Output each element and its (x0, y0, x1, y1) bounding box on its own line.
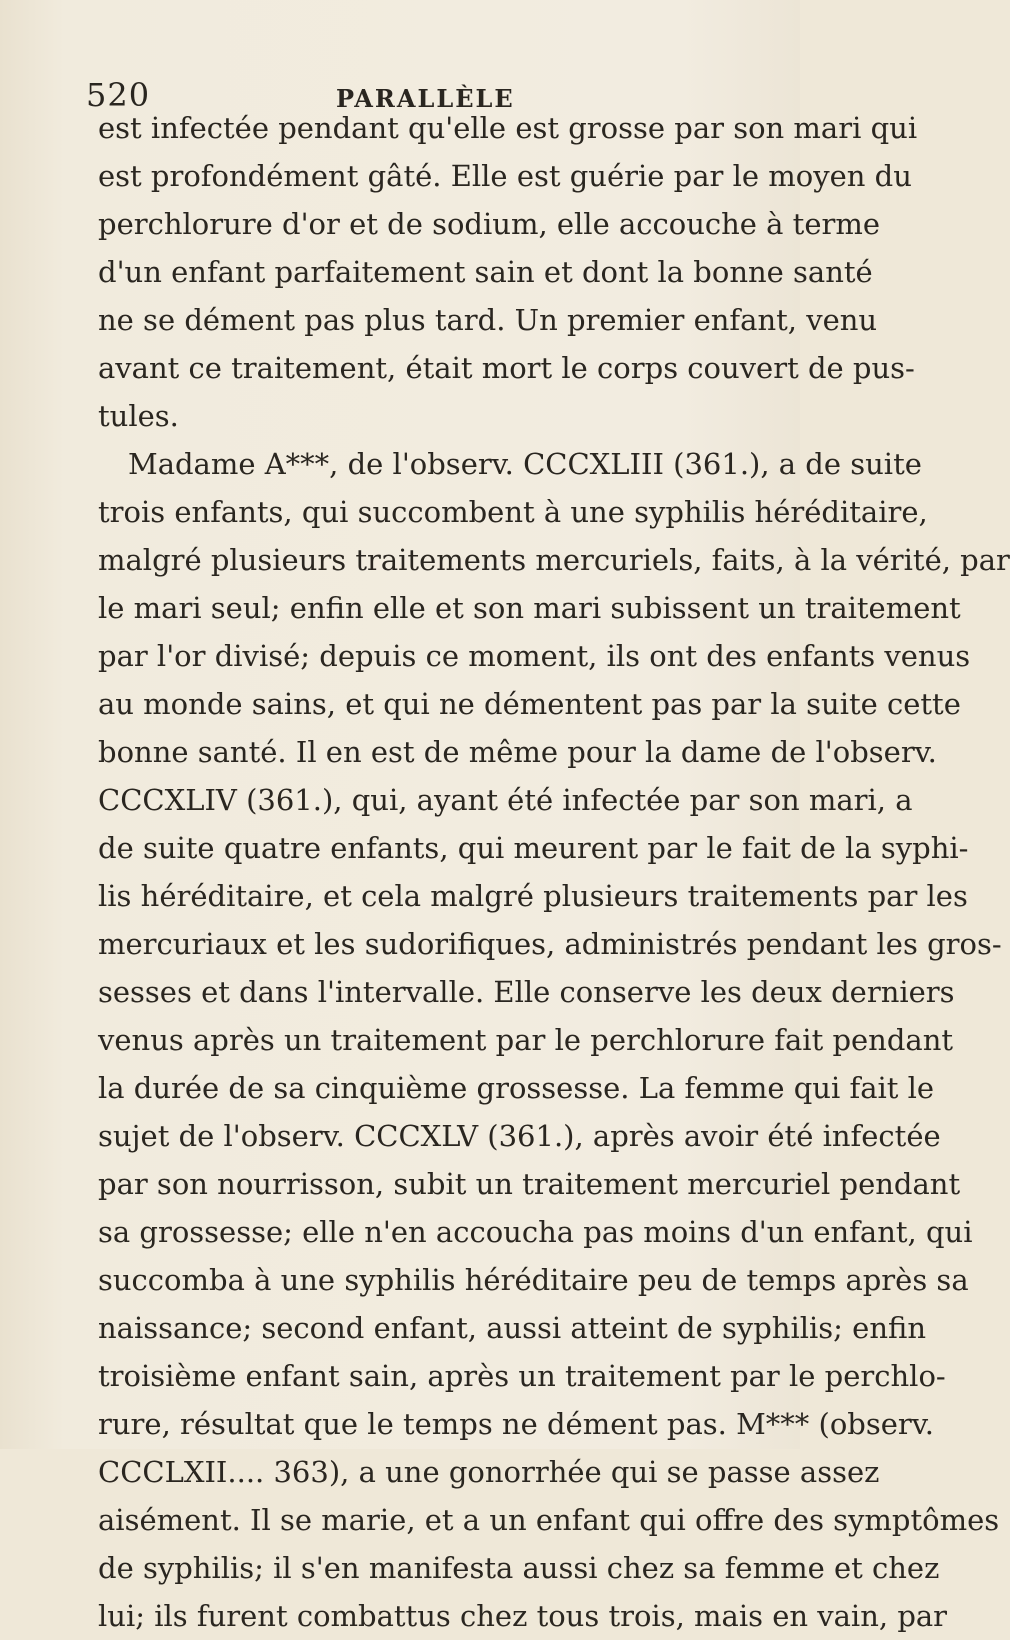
text-line: est infectée pendant qu'elle est grosse par son mari qui (98, 111, 918, 145)
text-line: est profondément gâté. Elle est guérie par le moyen du (98, 159, 912, 193)
text-line: aisément. Il se marie, et a un enfant qui offre des symptômes (98, 1503, 1000, 1537)
text-line: sesses et dans l'intervalle. Elle conserve les deux derniers (98, 975, 955, 1009)
text-line: troisième enfant sain, après un traitement par le perchlo- (98, 1359, 946, 1393)
text-line: d'un enfant parfaitement sain et dont la bonne santé (98, 255, 873, 289)
text-line: lui; ils furent combattus chez tous trois, mais en vain, par (98, 1599, 948, 1633)
text-line: par l'or divisé; depuis ce moment, ils ont des enfants venus (98, 639, 971, 673)
text-line: par son nourrisson, subit un traitement mercuriel pendant (98, 1167, 961, 1201)
text-line: CCCLXII.... 363), a une gonorrhée qui se passe assez (98, 1455, 880, 1489)
text-line: ne se dément pas plus tard. Un premier enfant, venu (98, 303, 878, 337)
text-line: rure, résultat que le temps ne dément pas. M*** (observ. (98, 1407, 934, 1441)
text-line: au monde sains, et qui ne démentent pas par la suite cette (98, 687, 961, 721)
text-line: le mari seul; enfin elle et son mari subissent un traitement (98, 591, 961, 625)
text-line: perchlorure d'or et de sodium, elle accouche à terme (98, 207, 881, 241)
paragraph-start-line: Madame A***, de l'observ. CCCXLIII (361.), a de suite (128, 447, 922, 481)
text-line: sa grossesse; elle n'en accoucha pas moins d'un enfant, qui (98, 1215, 973, 1249)
text-line: bonne santé. Il en est de même pour la dame de l'observ. (98, 735, 937, 769)
body-text (98, 104, 1010, 1640)
text-line: succomba à une syphilis héréditaire peu de temps après sa (98, 1263, 969, 1297)
text-line: mercuriaux et les sudorifiques, administrés pendant les gros- (98, 927, 1002, 961)
text-line: lis héréditaire, et cela malgré plusieurs traitements par les (98, 879, 968, 913)
text-line: naissance; second enfant, aussi atteint de syphilis; enfin (98, 1311, 927, 1345)
text-line: sujet de l'observ. CCCXLV (361.), après avoir été infectée (98, 1119, 941, 1153)
text-line: avant ce traitement, était mort le corps couvert de pus- (98, 351, 915, 385)
text-line: malgré plusieurs traitements mercuriels, faits, à la vérité, par (98, 543, 1010, 577)
text-line: de suite quatre enfants, qui meurent par le fait de la syphi- (98, 831, 969, 865)
text-line: tules. (98, 399, 179, 433)
text-line: CCCXLIV (361.), qui, ayant été infectée par son mari, a (98, 783, 913, 817)
text-line: de syphilis; il s'en manifesta aussi chez sa femme et chez (98, 1551, 940, 1585)
running-head: PARALLÈLE (336, 84, 515, 113)
page-number: 520 (86, 76, 151, 114)
text-line: la durée de sa cinquième grossesse. La femme qui fait le (98, 1071, 935, 1105)
text-line: venus après un traitement par le perchlorure fait pendant (98, 1023, 954, 1057)
text-line: trois enfants, qui succombent à une syphilis héréditaire, (98, 495, 928, 529)
